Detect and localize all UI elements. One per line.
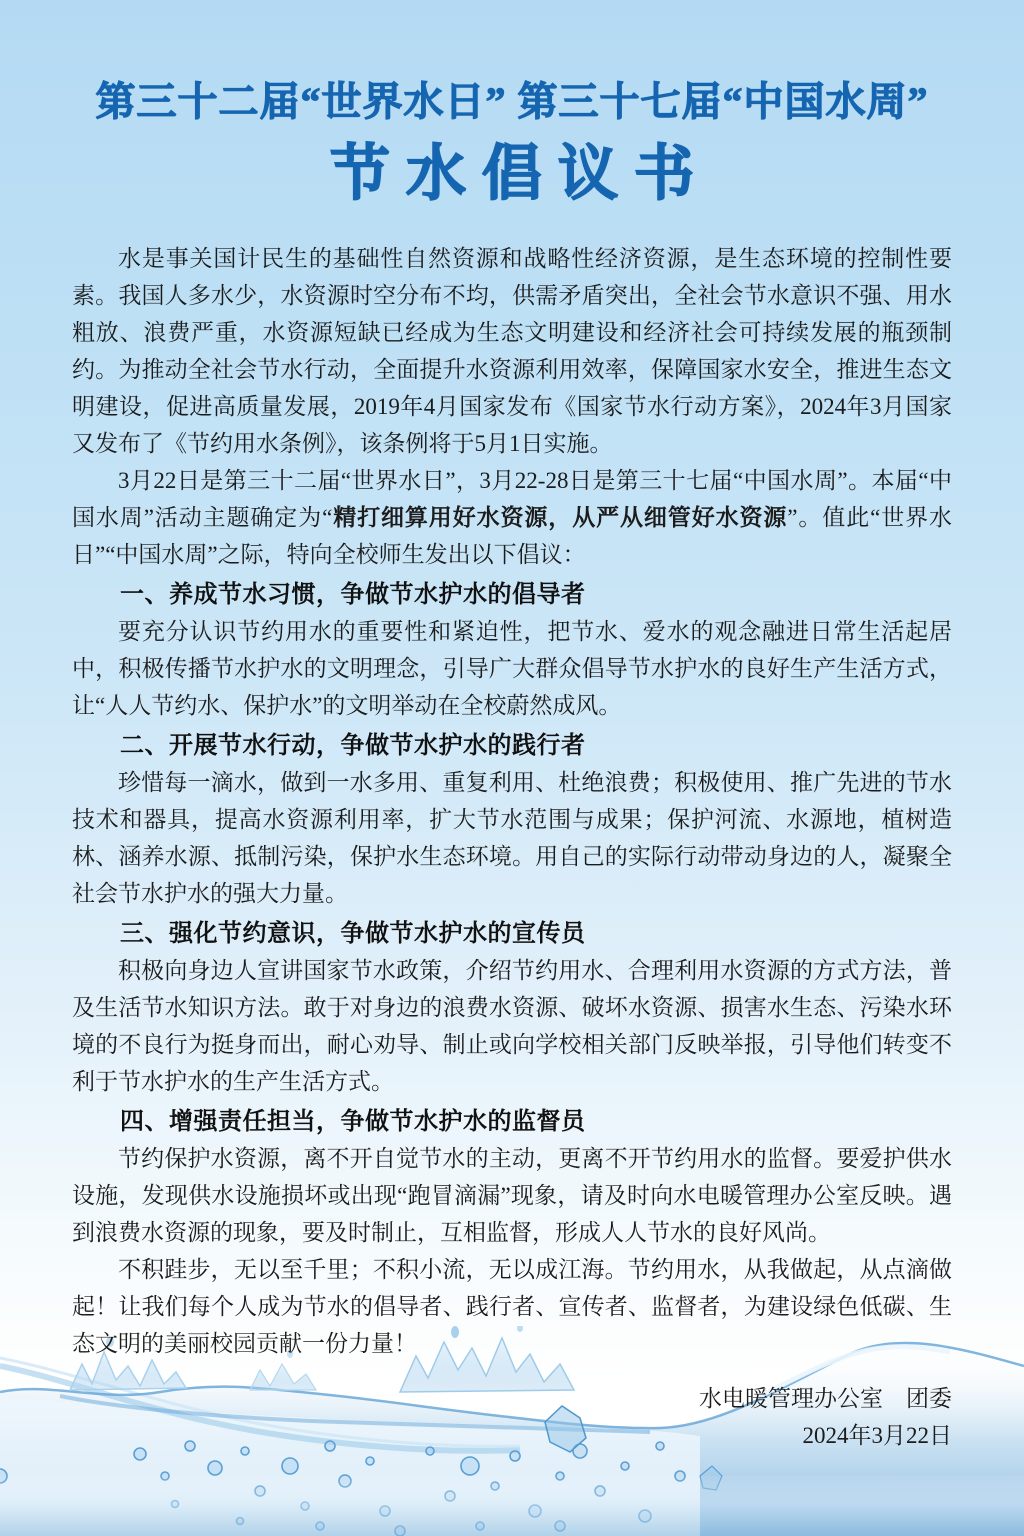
- intro-paragraph-2: [72, 462, 952, 573]
- section-4-heading: 四、增强责任担当，争做节水护水的监督员: [120, 1108, 586, 1135]
- signature-block: [72, 1380, 952, 1454]
- poster-title-line1: 第三十二届“世界水日” 第三十七届“中国水周”: [95, 79, 929, 124]
- section-1-heading: 一、养成节水习惯，争做节水护水的倡导者: [120, 581, 586, 608]
- section-2-body: 珍惜每一滴水，做到一水多用、重复利用、杜绝浪费；积极使用、推广先进的节水技术和器具，提高水资源利用率，扩大节水范围与成果；保护河流、水源地，植树造林、涵养水源、抵制污染，保护水生态环境。用自己的实际行动带动身边的人，凝聚全社会节水护水的强大力量。: [72, 770, 952, 906]
- section-2-heading: 二、开展节水行动，争做节水护水的践行者: [120, 732, 586, 759]
- closing-paragraph: 不积跬步，无以至千里；不积小流，无以成江海。节约用水，从我做起，从点滴做起！让我们每个人成为节水的倡导者、践行者、宣传者、监督者，为建设绿色低碳、生态文明的美丽校园贡献一份力量！: [72, 1257, 952, 1356]
- section-3-body: 积极向身边人宣讲国家节水政策，介绍节约用水、合理利用水资源的方式方法，普及生活节水知识方法。敢于对身边的浪费水资源、破坏水资源、损害水生态、污染水环境的不良行为挺身而出，耐心劝导、制止或向学校相关部门反映举报，引导他们转变不利于节水护水的生产生活方式。: [72, 958, 952, 1094]
- section-1-body: 要充分认识节约用水的重要性和紧迫性，把节水、爱水的观念融进日常生活起居中，积极传播节水护水的文明理念，引导广大群众倡导节水护水的良好生产生活方式，让“人人节约水、保护水”的文明举动在全校蔚然成风。: [72, 619, 952, 718]
- intro-paragraph-2-pre: 3月22日是第三十二届“世界水日”，3月22-28日是第三十七届“中国水周”。本届“中国水周”活动主题确定为“: [72, 468, 952, 530]
- section-4-body: 节约保护水资源，离不开自觉节水的主动，更离不开节约用水的监督。要爱护供水设施，发现供水设施损坏或出现“跑冒滴漏”现象，请及时向水电暖管理办公室反映。遇到浪费水资源的现象，要及时制止，互相监督，形成人人节水的良好风尚。: [72, 1146, 952, 1245]
- intro-paragraph-1: 水是事关国计民生的基础性自然资源和战略性经济资源，是生态环境的控制性要素。我国人多水少，水资源时空分布不均，供需矛盾突出，全社会节水意识不强、用水粗放、浪费严重，水资源短缺已经成为生态文明建设和经济社会可持续发展的瓶颈制约。为推动全社会节水行动，全面提升水资源利用效率，保障国家水安全，推进生态文明建设，促进高质量发展，2019年4月国家发布《国家节水行动方案》，2024年3月国家又发布了《节约用水条例》，该条例将于5月1日实施。: [72, 246, 952, 456]
- section-3-heading: 三、强化节约意识，争做节水护水的宣传员: [120, 920, 586, 947]
- poster-title-main: 节水倡议书: [330, 141, 710, 207]
- water-week-theme-text: 精打细算用好水资源，从严从细管好水资源: [332, 504, 788, 530]
- intro-paragraph-2-post: ”。值此“世界水日”“中国水周”之际，特向全校师生发出以下倡议：: [72, 505, 953, 567]
- signature-org: 水电暖管理办公室 团委: [699, 1386, 952, 1411]
- document-body: [72, 240, 952, 1454]
- signature-date: 2024年3月22日: [802, 1423, 952, 1448]
